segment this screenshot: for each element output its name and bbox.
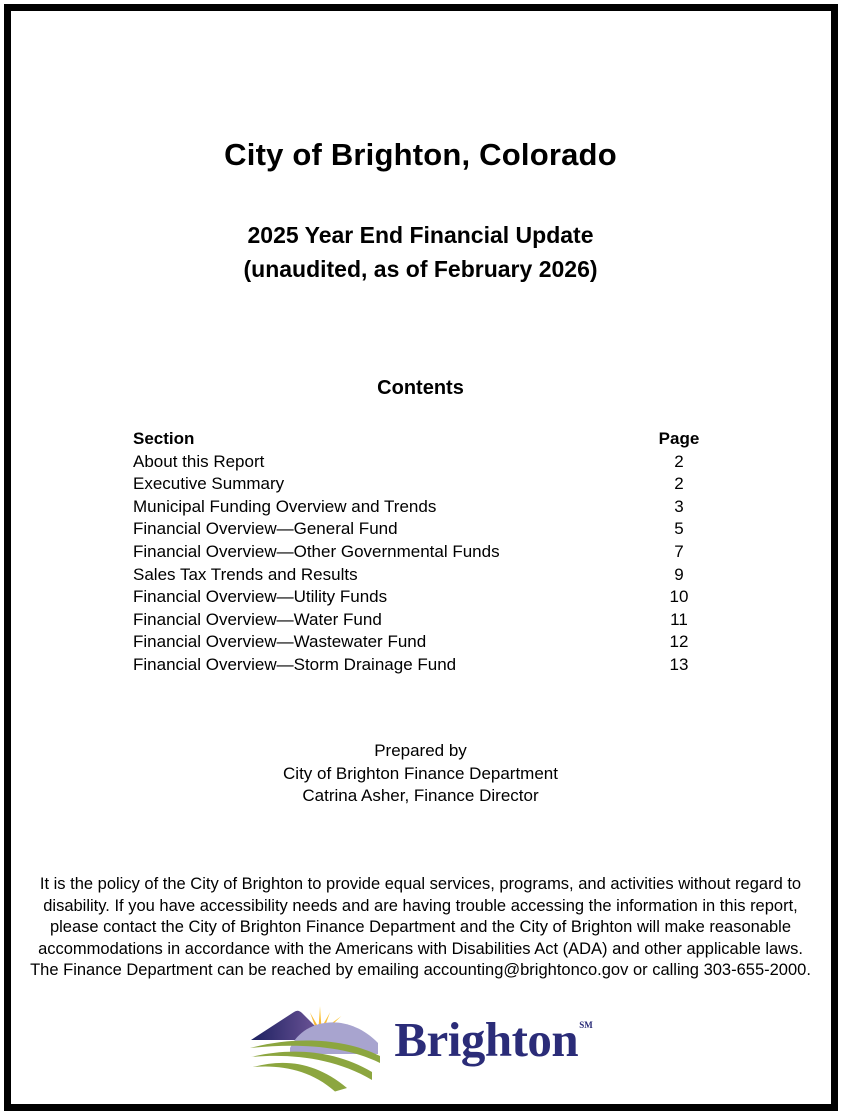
prepared-by-department: City of Brighton Finance Department <box>283 763 558 783</box>
document-subtitle <box>0 218 841 286</box>
toc-page-number: 12 <box>669 632 689 652</box>
brighton-logo <box>0 1000 841 1092</box>
toc-page-number: 2 <box>674 451 684 471</box>
document-title: City of Brighton, Colorado <box>224 137 617 172</box>
toc-row <box>133 541 703 564</box>
prepared-by-director: Catrina Asher, Finance Director <box>302 786 539 805</box>
subtitle-line-1: 2025 Year End Financial Update <box>247 222 594 248</box>
toc-row <box>133 631 703 654</box>
toc-column-page: Page <box>658 429 700 448</box>
accessibility-notice: It is the policy of the City of Brighton to provide equal services, programs, and activities without regard to disability. If you have accessibility needs and are having trouble accessing the information in this report, please contact the City of Brighton Finance Department and the City of Brighton will make reasonable accommodations in accordance with the Americans with Disabilities Act (ADA) and other applicable laws. The Finance Department can be reached by emailing accounting@brightonco.gov or calling 303-655-2000. <box>30 875 811 980</box>
toc-page-number: 3 <box>674 496 684 516</box>
toc-page-number: 5 <box>674 519 684 539</box>
toc-row <box>133 451 703 474</box>
toc-page-number: 7 <box>674 541 684 561</box>
toc-page-number: 2 <box>674 474 684 494</box>
prepared-by-block <box>0 740 841 808</box>
toc-section-label: About this Report <box>133 451 265 471</box>
toc-row <box>133 564 703 587</box>
toc-row <box>133 473 703 496</box>
subtitle-line-2: (unaudited, as of February 2026) <box>243 256 598 282</box>
toc-row <box>133 654 703 677</box>
toc-section-label: Financial Overview—Storm Drainage Fund <box>133 654 457 674</box>
table-of-contents <box>133 428 703 677</box>
toc-section-label: Sales Tax Trends and Results <box>133 564 358 584</box>
toc-row <box>133 586 703 609</box>
toc-section-label: Financial Overview—General Fund <box>133 519 398 539</box>
toc-section-label: Financial Overview—Utility Funds <box>133 587 388 607</box>
toc-page-number: 9 <box>674 564 684 584</box>
toc-section-label: Financial Overview—Wastewater Fund <box>133 632 427 652</box>
toc-column-section: Section <box>133 429 195 448</box>
toc-header-row <box>133 428 703 451</box>
toc-page-number: 11 <box>670 609 688 629</box>
contents-heading: Contents <box>377 377 464 399</box>
toc-section-label: Financial Overview—Water Fund <box>133 609 382 629</box>
toc-section-label: Financial Overview—Other Governmental Funds <box>133 541 500 561</box>
toc-section-label: Municipal Funding Overview and Trends <box>133 496 437 516</box>
toc-page-number: 13 <box>669 654 689 674</box>
toc-row <box>133 496 703 519</box>
brighton-wordmark <box>394 1011 593 1067</box>
toc-row <box>133 518 703 541</box>
toc-section-label: Executive Summary <box>133 474 285 494</box>
toc-page-number: 10 <box>669 587 689 607</box>
prepared-by-line: Prepared by <box>374 741 467 760</box>
brighton-logo-icon <box>248 1000 386 1092</box>
toc-row <box>133 609 703 632</box>
wordmark-text: Brighton <box>394 1011 579 1067</box>
service-mark: SM <box>579 1019 593 1030</box>
